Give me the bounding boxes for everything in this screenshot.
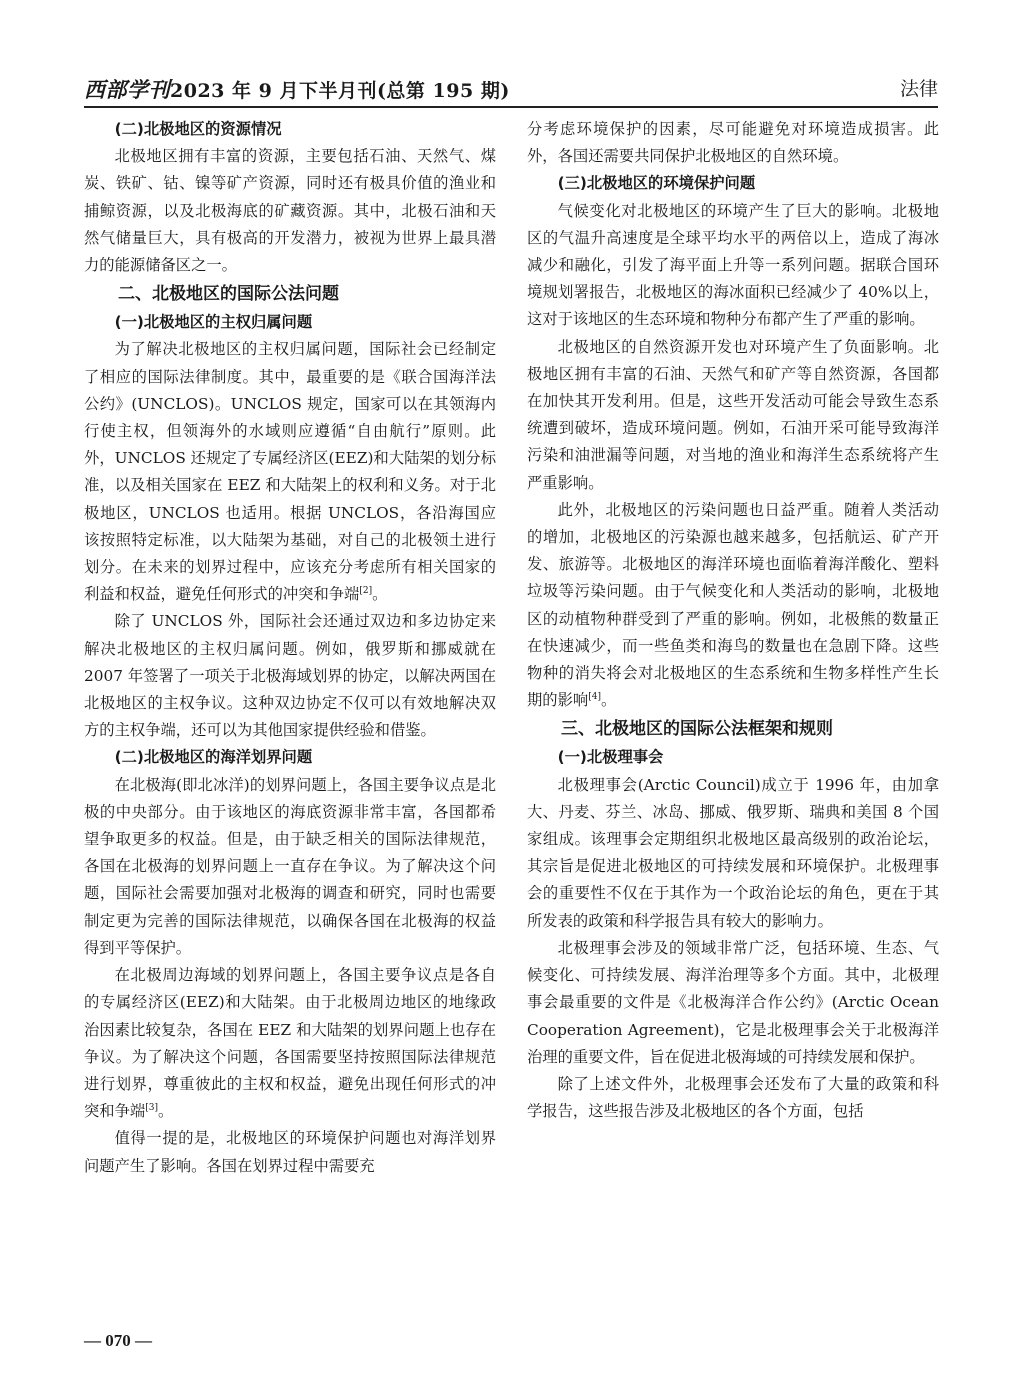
paragraph: 除了 UNCLOS 外，国际社会还通过双边和多边协定来解决北极地区的主权归属问题。例如，俄罗斯和挪威就在 2007 年签署了一项关于北极海域划界的协定，以解决两国在北极地区的主权争议。这种双边协定不仅可以有效地解决双方的主权争端，还可以为其他国家提供经验和借鉴。: [84, 612, 496, 740]
page-number: — 070 —: [84, 1331, 152, 1350]
section-tag: 法律: [899, 78, 938, 100]
citation-ref[interactable]: [3]: [145, 1103, 158, 1114]
paragraph-text: 。: [372, 585, 388, 604]
paragraph: 气候变化对北极地区的环境产生了巨大的影响。北极地区的气温升高速度是全球平均水平的两倍以上，造成了海冰减少和融化，引发了海平面上升等一系列问题。据联合国环境规划署报告，北极地区的海冰面积已经减少了 40%以上，这对于该地区的生态环境和物种分布都产生了严重的影响。: [527, 201, 939, 329]
heading-sovereignty: (一)北极地区的主权归属问题: [114, 313, 313, 332]
paragraph-text: 在北极周边海域的划界问题上，各国主要争议点是各自的专属经济区(EEZ)和大陆架。由于北极周边地区的地缘政治因素比较复杂，各国在 EEZ 和大陆架的划界问题上也存在争议。为了解决这个问题，各国需要坚持按照国际法律规范进行划界，尊重彼此的主权和权益，避免出现任何形式的冲突和争端: [84, 966, 496, 1121]
section-heading-issues: 二、北极地区的国际公法问题: [118, 284, 339, 305]
paragraph-text: 。: [157, 1102, 174, 1121]
heading-environment: (三)北极地区的环境保护问题: [557, 174, 756, 193]
running-header: [84, 70, 938, 108]
paragraph-text: 为了解决北极地区的主权归属问题，国际社会已经制定了相应的国际法律制度。其中，最重要的是《联合国海洋法公约》(UNCLOS)。UNCLOS 规定，国家可以在其领海内行使主权，但领海外的水域则应遵循“自由航行”原则。此外，UNCLOS 还规定了专属经济区(EEZ)和大陆架的划分标准，以及相关国家在 EEZ 和大陆架上的权利和义务。对于北极地区，UNCLOS 也适用。根据 UNCLOS，各沿海国应该按照特定标准，以大陆架为基础，对自己的北极领土进行划分。在未来的划界过程中，应该充分考虑所有相关国家的利益和权益，避免任何形式的冲突和争端: [84, 340, 496, 604]
right-column: [527, 116, 939, 1125]
journal-title: [84, 74, 510, 104]
paragraph: 除了上述文件外，北极理事会还发布了大量的政策和科学报告，这些报告涉及北极地区的各个方面，包括: [527, 1074, 939, 1121]
citation-ref[interactable]: [4]: [588, 692, 601, 703]
heading-arctic-council: (一)北极理事会: [557, 748, 664, 767]
heading-boundary: (二)北极地区的海洋划界问题: [114, 748, 313, 767]
paragraph: 值得一提的是，北极地区的环境保护问题也对海洋划界问题产生了影响。各国在划界过程中需要充: [84, 1129, 496, 1175]
left-column: [84, 116, 496, 1180]
heading-resources: (二)北极地区的资源情况: [114, 120, 282, 138]
citation-ref[interactable]: [2]: [359, 586, 373, 597]
section-heading-framework: 三、北极地区的国际公法框架和规则: [561, 719, 833, 740]
paragraph: 北极地区拥有丰富的资源，主要包括石油、天然气、煤炭、铁矿、钴、镍等矿产资源，同时还有极具价值的渔业和捕鲸资源，以及北极海底的矿藏资源。其中，北极石油和天然气储量巨大，具有极高的开发潜力，被视为世界上最具潜力的能源储备区之一。: [84, 147, 496, 275]
paragraph-continued: 分考虑环境保护的因素，尽可能避免对环境造成损害。此外，各国还需要共同保护北极地区的自然环境。: [527, 120, 939, 166]
paragraph: 北极理事会涉及的领域非常广泛，包括环境、生态、气候变化、可持续发展、海洋治理等多个方面。其中，北极理事会最重要的文件是《北极海洋合作公约》(Arctic Ocean Cooperation Agreement)，它是北极理事会关于北极海洋治理的重要文件，旨在促进北极海域的可持续发展和保护。: [527, 938, 939, 1066]
journal-issue: 2023 年 9 月下半月刊(总第 195 期): [170, 80, 510, 102]
paragraph-text: 。: [600, 691, 617, 710]
paragraph: 在北极海(即北冰洋)的划界问题上，各国主要争议点是北极的中央部分。由于该地区的海底资源非常丰富，各国都希望争取更多的权益。但是，由于缺乏相关的国际法律规范，各国在北极海的划界问题上一直存在争议。为了解决这个问题，国际社会需要加强对北极海的调查和研究，同时也需要制定更为完善的国际法律规范，以确保各国在北极海的权益得到平等保护。: [84, 775, 496, 957]
paragraph: 北极地区的自然资源开发也对环境产生了负面影响。北极地区拥有丰富的石油、天然气和矿产等自然资源，各国都在加快其开发利用。但是，这些开发活动可能会导致生态系统遭到破坏，造成环境问题。例如，石油开采可能导致海洋污染和油泄漏等问题，对当地的渔业和海洋生态系统将产生严重影响。: [527, 337, 939, 492]
journal-logo: 西部学刊: [84, 78, 170, 102]
paragraph: [527, 497, 939, 715]
paragraph: [84, 336, 496, 608]
paragraph: [84, 962, 496, 1125]
paragraph: 北极理事会(Arctic Council)成立于 1996 年，由加拿大、丹麦、芬兰、冰岛、挪威、俄罗斯、瑞典和美国 8 个国家组成。该理事会定期组织北极地区最高级别的政治论坛，其宗旨是促进北极地区的可持续发展和环境保护。北极理事会的重要性不仅在于其作为一个政治论坛的角色，更在于其所发表的政策和科学报告具有较大的影响力。: [527, 775, 939, 930]
paragraph-text: 此外，北极地区的污染问题也日益严重。随着人类活动的增加，北极地区的污染源也越来越多，包括航运、矿产开发、旅游等。北极地区的海洋环境也面临着海洋酸化、塑料垃圾等污染问题。由于气候变化和人类活动的影响，北极地区的动植物种群受到了严重的影响。例如，北极熊的数量正在快速减少，而一些鱼类和海鸟的数量也在急剧下降。这些物种的消失将会对北极地区的生态系统和生物多样性产生长期的影响: [527, 500, 939, 710]
